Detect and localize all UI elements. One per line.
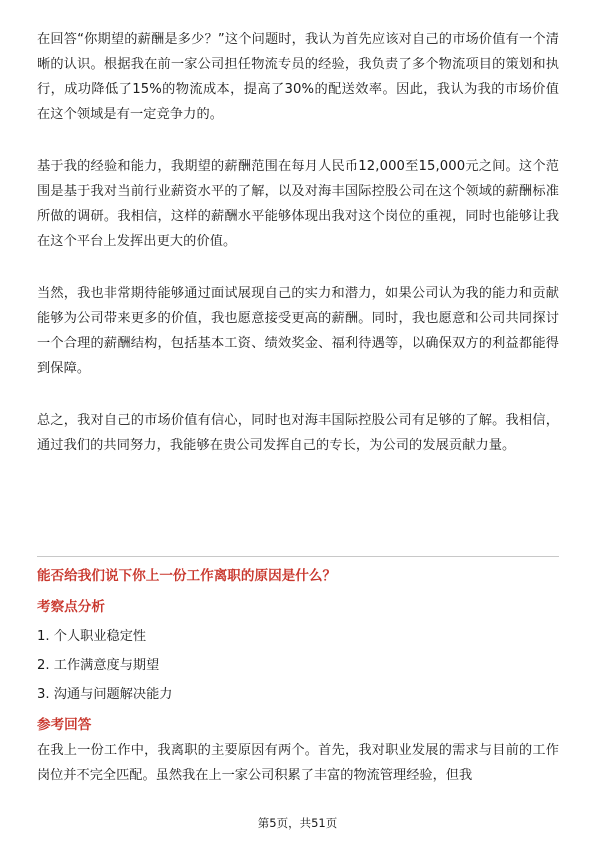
- body-paragraph-3: 当然，我也非常期待能够通过面试展现自己的实力和潜力，如果公司认为我的能力和贡献能够为公司带来更多的价值，我也愿意接受更高的薪酬。同时，我也愿意和公司共同探讨一个合理的薪酬结构，包括基本工资、绩效奖金、福利待遇等，以确保双方的利益都能得到保障。: [37, 286, 559, 376]
- question-title: 能否给我们说下你上一份工作离职的原因是什么？: [37, 568, 337, 584]
- body-paragraph-4: 总之，我对自己的市场价值有信心，同时也对海丰国际控股公司有足够的了解。我相信，通过我们的共同努力，我能够在贵公司发挥自己的专长，为公司的发展贡献力量。: [37, 413, 559, 453]
- reference-answer-text: 在我上一份工作中，我离职的主要原因有两个。首先，我对职业发展的需求与目前的工作岗位并不完全匹配。虽然我在上一家公司积累了丰富的物流管理经验，但我: [37, 743, 559, 783]
- page-number: 第5页，共51页: [257, 816, 338, 830]
- body-paragraph-1: 在回答“你期望的薪酬是多少？”这个问题时，我认为首先应该对自己的市场价值有一个清晰的认识。根据我在前一家公司担任物流专员的经验，我负责了多个物流项目的策划和执行，成功降低了15%的物流成本，提高了30%的配送效率。因此，我认为我的市场价值在这个领域是有一定竞争力的。: [37, 32, 559, 122]
- analysis-point-3: 3. 沟通与问题解决能力: [37, 687, 173, 702]
- body-paragraph-2: 基于我的经验和能力，我期望的薪酬范围在每月人民币12,000至15,000元之间。这个范围是基于我对当前行业薪资水平的了解，以及对海丰国际控股公司在这个领域的薪酬标准所做的调研。我相信，这样的薪酬水平能够体现出我对这个岗位的重视，同时也能够让我在这个平台上发挥出更大的价值。: [37, 159, 559, 249]
- analysis-points-list: [37, 622, 559, 709]
- analysis-point-2: 2. 工作满意度与期望: [37, 658, 160, 673]
- section-divider: [37, 556, 559, 557]
- analysis-heading: 考察点分析: [37, 599, 105, 615]
- analysis-point-1: 1. 个人职业稳定性: [37, 629, 147, 644]
- answer-body: [37, 27, 559, 458]
- reference-answer-heading: 参考回答: [37, 717, 92, 733]
